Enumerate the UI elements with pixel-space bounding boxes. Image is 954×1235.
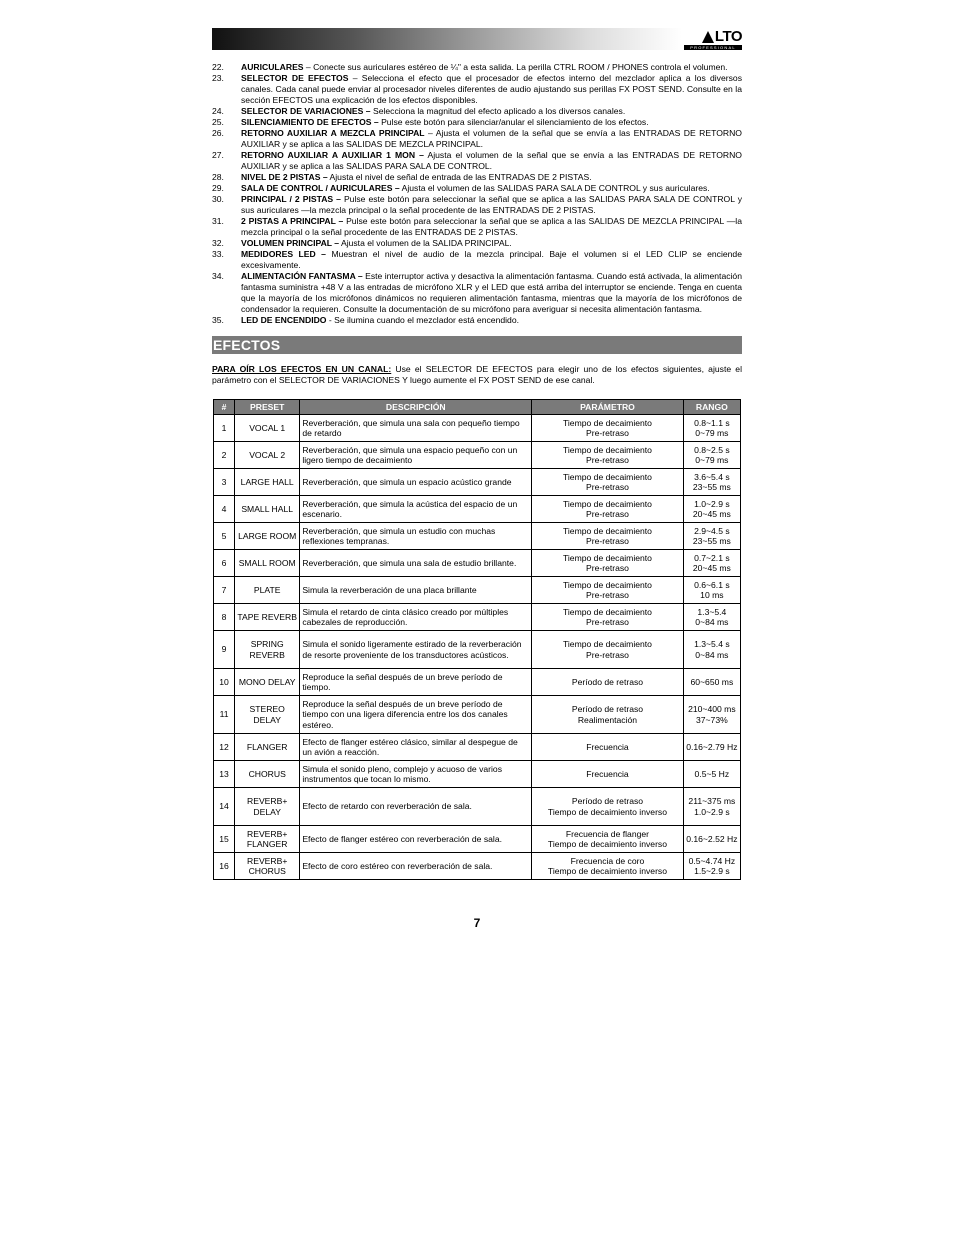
cell-preset: LARGE HALL [235, 469, 300, 496]
parameter-line: Pre-retraso [585, 509, 629, 519]
effects-table [213, 399, 741, 880]
table-row [214, 631, 741, 669]
cell-description: Reverberación, que simula una espacio pequeño con un ligero tiempo de decaimiento [300, 442, 532, 469]
cell-parameter [532, 853, 684, 880]
item-text [241, 128, 742, 150]
cell-range [683, 577, 740, 604]
item-title: AURICULARES [241, 62, 304, 72]
cell-preset: MONO DELAY [235, 669, 300, 696]
feature-list [212, 62, 742, 326]
parameter-line: Período de retraso [571, 796, 644, 806]
range-line: 23~55 ms [692, 482, 731, 492]
table-row [214, 826, 741, 853]
cell-number: 13 [214, 761, 235, 788]
table-row [214, 788, 741, 826]
item-text [241, 315, 742, 326]
cell-range [683, 669, 740, 696]
list-item [212, 271, 742, 315]
cell-range [683, 696, 740, 734]
table-row [214, 696, 741, 734]
cell-description: Reverberación, que simula una sala con pequeño tiempo de retardo [300, 415, 532, 442]
range-line: 37~73% [695, 714, 728, 725]
parameter-line: Tiempo de decaimiento [562, 552, 652, 563]
cell-range [683, 734, 740, 761]
table-row [214, 415, 741, 442]
cell-range [683, 631, 740, 669]
parameter-line: Tiempo de decaimiento [562, 417, 652, 428]
cell-number: 4 [214, 496, 235, 523]
item-title: ALIMENTACIÓN FANTASMA – [241, 271, 363, 281]
logo-subtext: PROFESSIONAL [684, 45, 742, 50]
cell-description: Efecto de coro estéreo con reverberación de sala. [300, 853, 532, 880]
range-line: 211~375 ms [688, 796, 736, 806]
cell-preset: TAPE REVERB [235, 604, 300, 631]
range-line: 0.8~1.1 s [694, 417, 730, 428]
item-title: SILENCIAMIENTO DE EFECTOS – [241, 117, 379, 127]
range-line: 0.8~2.5 s [694, 444, 730, 455]
range-line: 23~55 ms [692, 536, 731, 546]
logo-text: LTO [714, 28, 742, 45]
item-title: RETORNO AUXILIAR A MEZCLA PRINCIPAL [241, 128, 425, 138]
cell-preset: REVERB+ CHORUS [235, 853, 300, 880]
table-header-row [214, 400, 741, 415]
table-row [214, 853, 741, 880]
section-header [212, 336, 742, 354]
parameter-line: Tiempo de decaimiento [562, 498, 652, 509]
logo-triangle-icon [702, 31, 714, 43]
cell-range [683, 469, 740, 496]
parameter-line: Pre-retraso [585, 536, 629, 546]
item-title: RETORNO AUXILIAR A AUXILIAR 1 MON – [241, 150, 424, 160]
range-line: 1.3~5.4 [697, 606, 727, 617]
item-text [241, 216, 742, 238]
intro-paragraph [212, 364, 742, 386]
parameter-line: Tiempo de decaimiento [562, 606, 652, 617]
item-description: Ajusta el volumen de la señal que se envía a las ENTRADAS DE RETORNO AUXILIAR y se aplica a las SALIDAS PARA SALA DE CONTROL. [241, 150, 742, 171]
parameter-line: Tiempo de decaimiento [562, 525, 652, 536]
cell-number: 15 [214, 826, 235, 853]
item-title: VOLUMEN PRINCIPAL – [241, 238, 340, 248]
cell-preset: VOCAL 2 [235, 442, 300, 469]
item-title: PRINCIPAL / 2 PISTAS – [241, 194, 341, 204]
list-item [212, 106, 742, 117]
cell-number: 16 [214, 853, 235, 880]
range-line: 1.0~2.9 s [694, 806, 730, 817]
range-line: 0.16~2.79 Hz [686, 741, 738, 752]
cell-number: 9 [214, 631, 235, 669]
page-number: 7 [473, 916, 481, 930]
table-row [214, 761, 741, 788]
cell-range [683, 604, 740, 631]
item-number: 31. [212, 216, 224, 226]
range-line: 2.9~4.5 s [694, 525, 730, 536]
range-line: 210~400 ms [688, 704, 736, 714]
range-line: 0.7~2.1 s [694, 552, 730, 563]
cell-parameter [532, 577, 684, 604]
header-bar [212, 28, 742, 50]
range-line: 10 ms [700, 590, 724, 600]
cell-preset: PLATE [235, 577, 300, 604]
cell-parameter [532, 415, 684, 442]
cell-preset: REVERB+ DELAY [235, 788, 300, 826]
parameter-line: Pre-retraso [585, 563, 629, 573]
range-line: 0~79 ms [695, 428, 729, 438]
range-line: 20~45 ms [692, 563, 731, 573]
cell-number: 11 [214, 696, 235, 734]
item-description: Este interruptor activa y desactiva la alimentación fantasma. Cuando está activada, la alimentación fantasma suministra +48 V a las entradas de micrófono XLR y el LED que está arriba del interruptor se enciende. Tenga en cuenta que la mayoría de los micrófonos dinámicos no requieren alimentación fantasma, mientras que la mayoría de los micrófonos de condensador la requieren. Consulte la documentación de su micrófono para averiguar si necesita alimentación fantasma. [241, 271, 742, 314]
cell-parameter [532, 761, 684, 788]
cell-range [683, 550, 740, 577]
cell-parameter [532, 826, 684, 853]
cell-preset: SMALL HALL [235, 496, 300, 523]
item-description: Pulse este botón para seleccionar la señal que se aplica a las SALIDAS PARA SALA DE CONTROL y sus auriculares —la mezcla principal o la señal procedente de las ENTRADAS DE 2 PISTAS. [241, 194, 743, 215]
cell-range [683, 523, 740, 550]
item-number: 34. [212, 271, 224, 281]
parameter-line: Tiempo de decaimiento [562, 639, 652, 649]
list-item [212, 150, 742, 172]
header-gradient [212, 28, 682, 50]
parameter-line: Tiempo de decaimiento inverso [547, 839, 668, 849]
item-number: 32. [212, 238, 224, 248]
item-number: 23. [212, 73, 224, 83]
item-text [241, 271, 742, 315]
parameter-line: Tiempo de decaimiento inverso [547, 806, 668, 817]
cell-preset: CHORUS [235, 761, 300, 788]
intro-lead: PARA OÍR LOS EFECTOS EN UN CANAL: [212, 364, 392, 374]
item-description: – Ajusta el volumen de la señal que se envía a las ENTRADAS DE RETORNO AUXILIAR y se aplica a las SALIDAS DE MEZCLA PRINCIPAL. [241, 128, 742, 149]
item-description: – Selecciona el efecto que el procesador de efectos interno del mezclador aplica a los diversos canales. Cada canal puede enviar al procesador niveles diferentes de audio ajustando sus perillas FX POST SEND. Consulte en la sección EFECTOS una explicación de los efectos disponibles. [241, 73, 742, 105]
cell-number: 10 [214, 669, 235, 696]
cell-description: Efecto de flanger estéreo con reverberación de sala. [300, 826, 532, 853]
item-number: 35. [212, 315, 224, 325]
column-header: RANGO [683, 400, 740, 415]
cell-parameter [532, 669, 684, 696]
column-header: PRESET [235, 400, 300, 415]
cell-preset: SMALL ROOM [235, 550, 300, 577]
cell-range [683, 761, 740, 788]
cell-range [683, 496, 740, 523]
table-row [214, 734, 741, 761]
range-line: 60~650 ms [690, 676, 734, 687]
table-row [214, 577, 741, 604]
item-text [241, 117, 742, 128]
cell-range [683, 442, 740, 469]
cell-preset: REVERB+ FLANGER [235, 826, 300, 853]
table-row [214, 469, 741, 496]
item-title: SALA DE CONTROL / AURICULARES – [241, 183, 400, 193]
cell-description: Reverberación, que simula un estudio con muchas reflexiones tempranas. [300, 523, 532, 550]
parameter-line: Frecuencia de coro [570, 855, 645, 866]
parameter-line: Frecuencia [586, 768, 629, 779]
item-text [241, 194, 742, 216]
cell-parameter [532, 496, 684, 523]
table-row [214, 550, 741, 577]
list-item [212, 62, 742, 73]
item-description: Ajusta el nivel de señal de entrada de las ENTRADAS DE 2 PISTAS. [327, 172, 592, 182]
item-text [241, 73, 742, 106]
cell-description: Simula el sonido pleno, complejo y acuoso de varios instrumentos que tocan lo mismo. [300, 761, 532, 788]
item-title: LED DE ENCENDIDO [241, 315, 327, 325]
list-item [212, 172, 742, 183]
cell-number: 1 [214, 415, 235, 442]
item-title: SELECTOR DE VARIACIONES – [241, 106, 371, 116]
parameter-line: Tiempo de decaimiento [562, 444, 652, 455]
list-item [212, 128, 742, 150]
column-header: PARÁMETRO [532, 400, 684, 415]
cell-number: 12 [214, 734, 235, 761]
range-line: 0.6~6.1 s [694, 579, 730, 590]
cell-parameter [532, 469, 684, 496]
item-description: Ajusta el volumen de la SALIDA PRINCIPAL. [339, 238, 512, 248]
cell-parameter [532, 523, 684, 550]
range-line: 1.0~2.9 s [694, 498, 730, 509]
list-item [212, 194, 742, 216]
item-number: 28. [212, 172, 224, 182]
item-number: 24. [212, 106, 224, 116]
parameter-line: Pre-retraso [585, 649, 629, 660]
parameter-line: Pre-retraso [585, 590, 629, 600]
table-row [214, 523, 741, 550]
cell-preset: LARGE ROOM [235, 523, 300, 550]
cell-description: Simula el retardo de cinta clásico creado por múltiples cabezales de reproducción. [300, 604, 532, 631]
item-title: MEDIDORES LED – [241, 249, 326, 259]
cell-description: Simula la reverberación de una placa brillante [300, 577, 532, 604]
cell-range [683, 826, 740, 853]
item-number: 33. [212, 249, 224, 259]
cell-preset: VOCAL 1 [235, 415, 300, 442]
intro-text: Use el SELECTOR DE EFECTOS para elegir uno de los efectos siguientes, ajuste el parámetro con el SELECTOR DE VARIACIONES Y luego aumente el FX POST SEND de ese canal. [212, 364, 742, 385]
parameter-line: Tiempo de decaimiento [562, 579, 652, 590]
cell-number: 5 [214, 523, 235, 550]
parameter-line: Tiempo de decaimiento [562, 471, 652, 482]
cell-number: 3 [214, 469, 235, 496]
parameter-line: Realimentación [577, 714, 638, 725]
range-line: 0.5~5 Hz [694, 768, 730, 779]
range-line: 0.16~2.52 Hz [686, 833, 738, 844]
parameter-line: Pre-retraso [585, 428, 629, 438]
range-line: 0~79 ms [695, 455, 729, 465]
item-text [241, 183, 742, 194]
cell-number: 7 [214, 577, 235, 604]
item-text [241, 172, 742, 183]
item-number: 27. [212, 150, 224, 160]
item-text [241, 238, 742, 249]
range-line: 0.5~4.74 Hz [688, 855, 736, 866]
cell-number: 14 [214, 788, 235, 826]
cell-parameter [532, 442, 684, 469]
range-line: 0~84 ms [695, 617, 729, 627]
item-number: 29. [212, 183, 224, 193]
parameter-line: Período de retraso [571, 704, 644, 714]
cell-range [683, 853, 740, 880]
cell-parameter [532, 696, 684, 734]
list-item [212, 183, 742, 194]
range-line: 3.6~5.4 s [694, 471, 730, 482]
table-row [214, 496, 741, 523]
item-description: Pulse este botón para silenciar/anular el silenciamiento de los efectos. [378, 117, 649, 127]
table-row [214, 442, 741, 469]
range-line: 0~84 ms [695, 649, 729, 660]
item-description: Muestran el nivel de audio de la mezcla principal. Baje el volumen si el LED CLIP se enciende excesivamente. [241, 249, 742, 270]
parameter-line: Pre-retraso [585, 617, 629, 627]
item-description: Ajusta el volumen de las SALIDAS PARA SALA DE CONTROL y sus auriculares. [399, 183, 710, 193]
item-number: 25. [212, 117, 224, 127]
item-description: Pulse este botón para seleccionar la señal que se aplica a las SALIDAS DE MEZCLA PRINCIPAL —la mezcla principal o la señal procedente de las ENTRADAS DE 2 PISTAS. [241, 216, 742, 237]
list-item [212, 73, 742, 106]
cell-range [683, 788, 740, 826]
cell-description: Reverberación, que simula la acústica del espacio de un escenario. [300, 496, 532, 523]
cell-description: Simula el sonido ligeramente estirado de la reverberación de resorte proveniente de los transductores acústicos. [300, 631, 532, 669]
cell-range [683, 415, 740, 442]
table-body [214, 415, 741, 880]
table-row [214, 604, 741, 631]
alto-logo [684, 29, 742, 49]
item-text [241, 249, 742, 271]
item-number: 30. [212, 194, 224, 204]
cell-parameter [532, 550, 684, 577]
cell-parameter [532, 631, 684, 669]
item-text [241, 106, 742, 117]
manual-page [212, 28, 743, 930]
column-header: DESCRIPCIÓN [300, 400, 532, 415]
column-header: # [214, 400, 235, 415]
cell-parameter [532, 734, 684, 761]
list-item [212, 315, 742, 326]
parameter-line: Pre-retraso [585, 482, 629, 492]
item-text [241, 150, 742, 172]
range-line: 1.3~5.4 s [694, 639, 730, 649]
item-number: 26. [212, 128, 224, 138]
item-title: SELECTOR DE EFECTOS [241, 73, 349, 83]
cell-preset: FLANGER [235, 734, 300, 761]
cell-description: Reverberación, que simula un espacio acústico grande [300, 469, 532, 496]
item-description: – Conecte sus auriculares estéreo de ¼" a esta salida. La perilla CTRL ROOM / PHONES controla el volumen. [303, 62, 728, 72]
parameter-line: Tiempo de decaimiento inverso [547, 866, 668, 876]
list-item [212, 249, 742, 271]
item-description: - Se ilumina cuando el mezclador está encendido. [326, 315, 519, 325]
parameter-line: Frecuencia [586, 741, 629, 752]
cell-description: Efecto de flanger estéreo clásico, similar al despegue de un avión a reacción. [300, 734, 532, 761]
cell-description: Reproduce la señal después de un breve período de tiempo. [300, 669, 532, 696]
item-title: 2 PISTAS A PRINCIPAL – [241, 216, 344, 226]
item-description: Selecciona la magnitud del efecto aplicado a los diversos canales. [370, 106, 626, 116]
list-item [212, 216, 742, 238]
item-text [241, 62, 742, 73]
list-item [212, 238, 742, 249]
cell-number: 2 [214, 442, 235, 469]
parameter-line: Pre-retraso [585, 455, 629, 465]
cell-description: Reverberación, que simula una sala de estudio brillante. [300, 550, 532, 577]
list-item [212, 117, 742, 128]
item-title: NIVEL DE 2 PISTAS – [241, 172, 328, 182]
parameter-line: Período de retraso [571, 676, 644, 687]
item-number: 22. [212, 62, 224, 72]
cell-description: Efecto de retardo con reverberación de sala. [300, 788, 532, 826]
cell-parameter [532, 788, 684, 826]
table-row [214, 669, 741, 696]
cell-number: 6 [214, 550, 235, 577]
range-line: 1.5~2.9 s [694, 866, 730, 876]
range-line: 20~45 ms [692, 509, 731, 519]
cell-preset: STEREO DELAY [235, 696, 300, 734]
cell-number: 8 [214, 604, 235, 631]
cell-parameter [532, 604, 684, 631]
cell-preset: SPRING REVERB [235, 631, 300, 669]
section-title: EFECTOS [213, 337, 281, 353]
cell-description: Reproduce la señal después de un breve período de tiempo con una ligera diferencia entre los dos canales estéreo. [300, 696, 532, 734]
parameter-line: Frecuencia de flanger [565, 828, 650, 839]
